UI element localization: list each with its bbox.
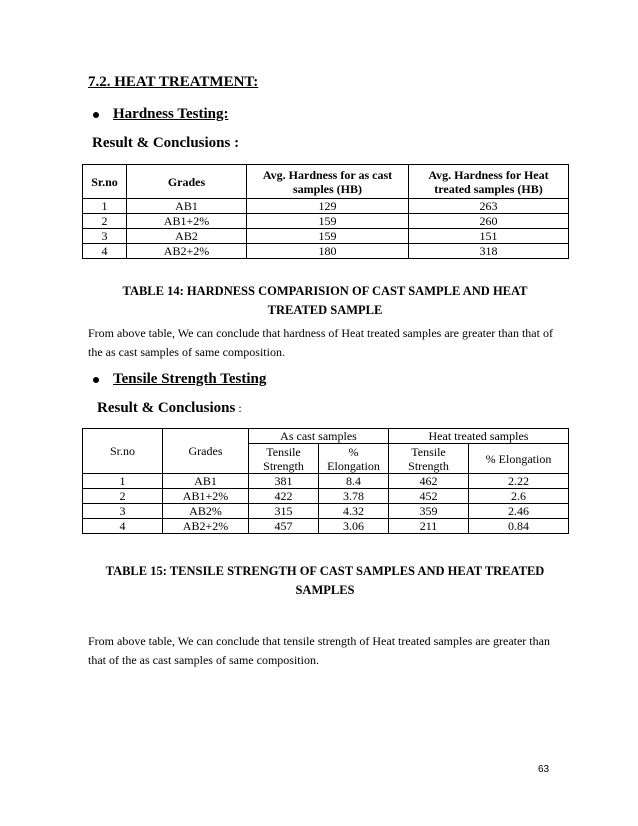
header-grades: Grades (163, 429, 249, 474)
cell: 2 (83, 489, 163, 504)
section-title: 7.2. HEAT TREATMENT: (88, 74, 259, 90)
cell: 422 (249, 489, 319, 504)
table-row (83, 244, 569, 259)
cell: 0.84 (469, 519, 569, 534)
cell: AB1 (127, 199, 247, 214)
cell: 3.06 (319, 519, 389, 534)
header-elongation: % Elongation (319, 444, 389, 474)
cell: 462 (389, 474, 469, 489)
table-row (83, 519, 569, 534)
tensile-bullet (93, 371, 266, 388)
header-srno: Sr.no (83, 429, 163, 474)
hardness-bullet (93, 106, 228, 123)
tensile-result-colon: : (238, 401, 242, 415)
cell: AB2+2% (127, 244, 247, 259)
tensile-result-row (97, 399, 242, 417)
cell: 159 (247, 229, 409, 244)
cell: 260 (409, 214, 569, 229)
table-row (83, 199, 569, 214)
header-elongation-ht: % Elongation (469, 444, 569, 474)
bullet-icon (93, 112, 99, 118)
table-14-caption: TABLE 14: HARDNESS COMPARISION OF CAST SAMPLE AND HEAT TREATED SAMPLE (122, 284, 528, 317)
header-grades: Grades (127, 165, 247, 199)
cell: 2.46 (469, 504, 569, 519)
table-15-caption: TABLE 15: TENSILE STRENGTH OF CAST SAMPLES AND HEAT TREATED SAMPLES (105, 564, 545, 597)
cell: 263 (409, 199, 569, 214)
cell: 2.6 (469, 489, 569, 504)
cell: 452 (389, 489, 469, 504)
page-number: 63 (538, 764, 550, 775)
cell: 211 (389, 519, 469, 534)
table-row (83, 229, 569, 244)
bullet-icon (93, 377, 99, 383)
cell: 3.78 (319, 489, 389, 504)
tensile-conclusion: From above table, We can conclude that tensile strength of Heat treated samples are greater than that of the as cast samples of same composition. (88, 634, 550, 667)
table-header-row (83, 165, 569, 199)
cell: AB2% (163, 504, 249, 519)
hardness-title: Hardness Testing: (113, 106, 229, 122)
header-as-cast-hardness: Avg. Hardness for as cast samples (HB) (247, 165, 409, 199)
cell: 129 (247, 199, 409, 214)
header-tensile-strength: Tensile Strength (249, 444, 319, 474)
hardness-result-label: Result & Conclusions : (92, 135, 240, 151)
cell: 359 (389, 504, 469, 519)
table-row (83, 489, 569, 504)
cell: 3 (83, 504, 163, 519)
tensile-title: Tensile Strength Testing (113, 371, 267, 387)
cell: AB2 (127, 229, 247, 244)
cell: 381 (249, 474, 319, 489)
cell: 315 (249, 504, 319, 519)
cell: 2.22 (469, 474, 569, 489)
cell: 1 (83, 474, 163, 489)
table-row (83, 214, 569, 229)
header-tensile-strength-ht: Tensile Strength (389, 444, 469, 474)
cell: AB2+2% (163, 519, 249, 534)
header-heat-treated-hardness: Avg. Hardness for Heat treated samples (HB) (409, 165, 569, 199)
table-row (83, 504, 569, 519)
cell: 4.32 (319, 504, 389, 519)
header-heat-treated: Heat treated samples (389, 429, 569, 444)
cell: 457 (249, 519, 319, 534)
tensile-result-label: Result & Conclusions (97, 400, 236, 416)
cell: 151 (409, 229, 569, 244)
cell: AB1+2% (163, 489, 249, 504)
cell: 1 (83, 199, 127, 214)
cell: 318 (409, 244, 569, 259)
hardness-conclusion: From above table, We can conclude that hardness of Heat treated samples are greater than that of the as cast samples of same composition. (88, 326, 553, 359)
tensile-table (82, 428, 569, 534)
cell: AB1 (163, 474, 249, 489)
header-srno: Sr.no (83, 165, 127, 199)
cell: 4 (83, 519, 163, 534)
table-row (83, 474, 569, 489)
cell: 3 (83, 229, 127, 244)
cell: AB1+2% (127, 214, 247, 229)
cell: 180 (247, 244, 409, 259)
cell: 2 (83, 214, 127, 229)
hardness-table (82, 164, 569, 259)
cell: 8.4 (319, 474, 389, 489)
header-as-cast: As cast samples (249, 429, 389, 444)
cell: 4 (83, 244, 127, 259)
table-header-row (83, 429, 569, 444)
cell: 159 (247, 214, 409, 229)
